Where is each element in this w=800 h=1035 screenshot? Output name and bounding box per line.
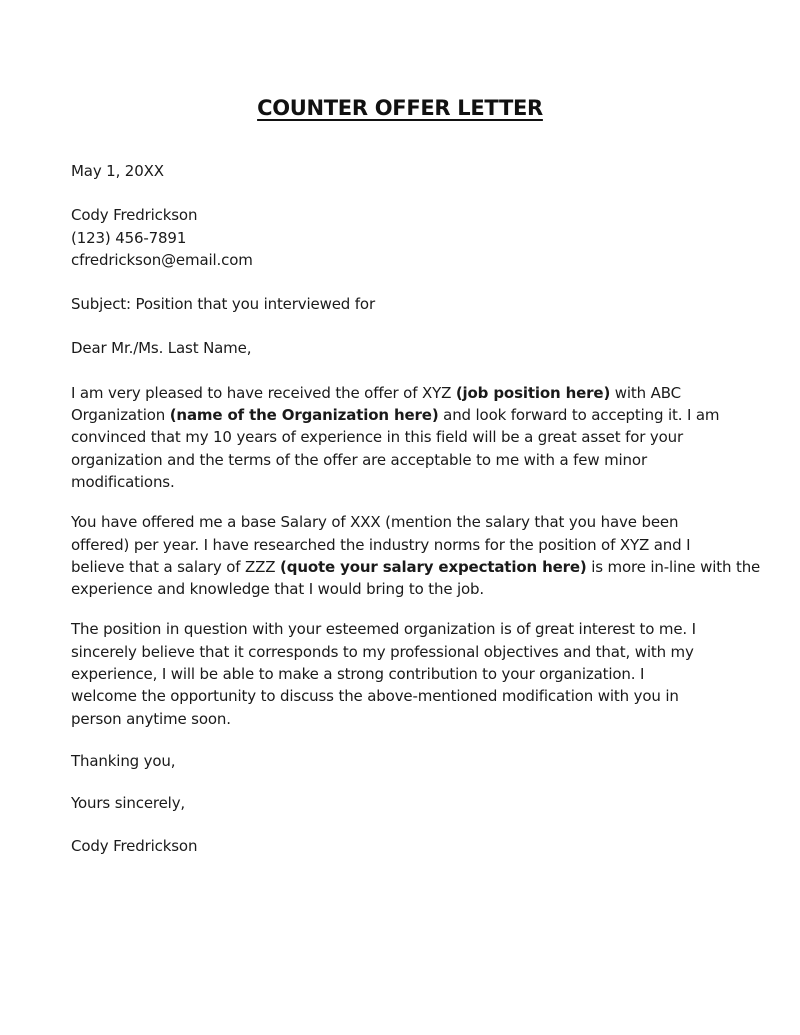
paragraph-line: sincerely believe that it corresponds to my professional objectives and that, with my <box>71 642 694 661</box>
paragraph-line: convinced that my 10 years of experience in this field will be a great asset for your <box>71 428 683 447</box>
paragraph-salary <box>71 511 761 600</box>
paragraph-line: welcome the opportunity to discuss the above-mentioned modification with you in <box>71 687 679 706</box>
letter-title: COUNTER OFFER LETTER <box>257 96 543 120</box>
letter-thanks: Thanking you, <box>71 751 176 770</box>
placeholder-job-position: (job position here) <box>455 383 611 402</box>
paragraph-interest <box>71 618 736 729</box>
paragraph-line: believe that a salary of ZZZ (quote your salary expectation here) is more in-line with the <box>71 557 761 576</box>
letter-closing: Yours sincerely, <box>71 794 186 813</box>
placeholder-salary-expectation: (quote your salary expectation here) <box>280 557 587 576</box>
paragraph-line: experience and knowledge that I would bring to the job. <box>71 580 485 599</box>
paragraph-line: You have offered me a base Salary of XXX (mention the salary that you have been <box>71 513 679 532</box>
paragraph-line: modifications. <box>71 472 175 491</box>
letter-signature: Cody Fredrickson <box>71 836 198 855</box>
letter-subject: Subject: Position that you interviewed for <box>71 295 375 314</box>
sender-email: cfredrickson@email.com <box>71 250 253 269</box>
sender-phone: (123) 456-7891 <box>71 228 187 247</box>
sender-name: Cody Fredrickson <box>71 206 198 225</box>
paragraph-line: Organization (name of the Organization here) and look forward to accepting it. I am <box>71 406 720 425</box>
letter-date: May 1, 20XX <box>71 162 164 180</box>
placeholder-organization-name: (name of the Organization here) <box>169 406 439 425</box>
sender-block <box>71 204 736 271</box>
paragraph-line: I am very pleased to have received the offer of XYZ (job position here) with ABC <box>71 383 681 402</box>
paragraph-offer <box>71 382 736 493</box>
paragraph-line: person anytime soon. <box>71 709 231 728</box>
paragraph-line: experience, I will be able to make a strong contribution to your organization. I <box>71 665 645 684</box>
paragraph-line: The position in question with your esteemed organization is of great interest to me. I <box>71 620 696 639</box>
paragraph-line: organization and the terms of the offer are acceptable to me with a few minor <box>71 450 647 469</box>
letter-body <box>71 160 761 857</box>
letter-salutation: Dear Mr./Ms. Last Name, <box>71 339 252 358</box>
paragraph-line: offered) per year. I have researched the industry norms for the position of XYZ and I <box>71 535 691 554</box>
